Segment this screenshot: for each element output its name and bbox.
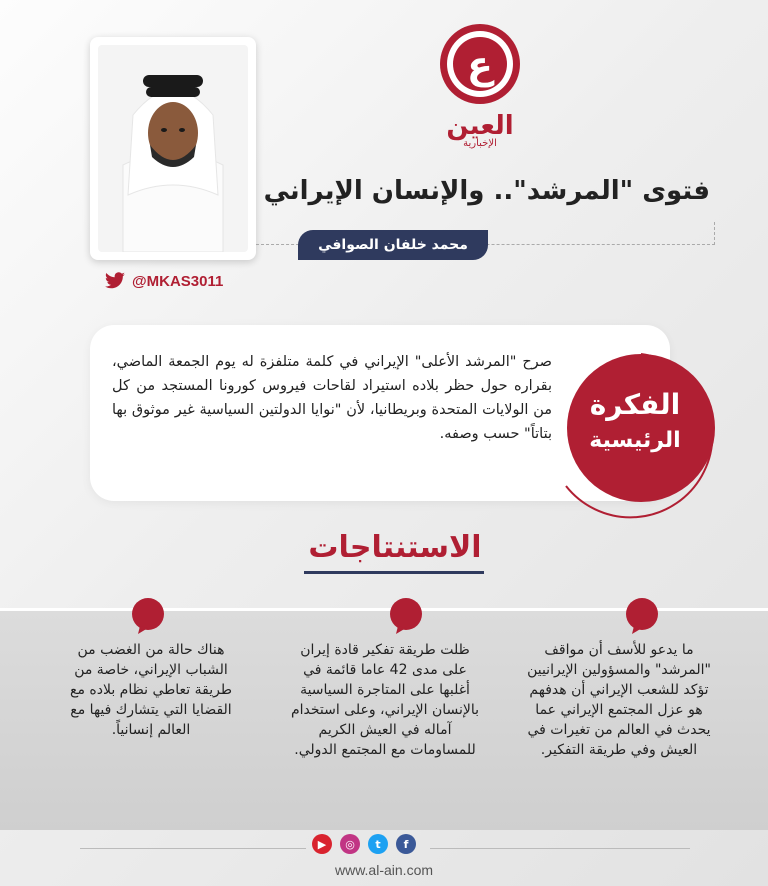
footer-divider	[430, 848, 690, 849]
conclusions-underline	[304, 571, 484, 574]
article-title: فتوى "المرشد".. والإنسان الإيراني	[263, 176, 710, 206]
website-link[interactable]: www.al-ain.com	[334, 862, 434, 878]
logo-wordmark: العين	[446, 111, 514, 141]
main-idea-text: صرح "المرشد الأعلى" الإيراني في كلمة متلفزة له يوم الجمعة الماضي، بقراره حول حظر بلاده استيراد لقاحات فيروس كورونا المستجد من كل من الولايات المتحدة وبريطانيا، لأن "نوايا الدولتين السياسية غير موثوق بها بتاتاً" حسب وصفه.	[112, 354, 552, 442]
twitter-handle[interactable]	[104, 272, 223, 290]
youtube-icon[interactable]: ▶	[312, 834, 332, 854]
twitter-bird-icon	[104, 272, 126, 290]
author-name: محمد خلفان الصوافي	[298, 230, 488, 260]
speech-bubble-icon	[622, 596, 662, 636]
instagram-icon[interactable]: ◎	[340, 834, 360, 854]
conclusion-item: هناك حالة من الغضب من الشباب الإيراني، خاصة من طريقة تعاطي نظام بلاده مع القضايا التي يتشارك فيها مع العالم إنسانياً.	[70, 642, 232, 738]
speech-bubble-icon	[128, 596, 168, 636]
footer-divider	[80, 848, 306, 849]
conclusion-item: ظلت طريقة تفكير قادة إيران على مدى 42 عاما قائمة في أغلبها على المتاجرة السياسية بالإنسان الإيراني، وعلى استخدام آماله في العيش الكريم للمساومات مع المجتمع الدولي.	[290, 642, 480, 758]
logo-letter: ع	[467, 43, 493, 87]
author-photo-frame	[90, 37, 256, 260]
speech-bubble-icon	[386, 596, 426, 636]
twitter-handle-text: @MKAS3011	[132, 272, 224, 290]
conclusion-item: ما يدعو للأسف أن مواقف "المرشد" والمسؤولين الإيرانيين تؤكد للشعب الإيراني أن هدفهم هو عزل المجتمع الإيراني عما يحدث في العالم من تغيرات في العيش وفي طريقة التفكير.	[527, 642, 711, 758]
main-idea-label: الفكرة	[589, 388, 681, 421]
author-photo	[98, 45, 248, 252]
social-links	[312, 834, 416, 854]
logo-subtitle: الإخبارية	[463, 138, 497, 149]
facebook-icon[interactable]: f	[396, 834, 416, 854]
conclusions-title: الاستنتاجات	[308, 530, 482, 565]
main-idea-label-2: الرئيسية	[589, 428, 681, 453]
twitter-icon[interactable]: t	[368, 834, 388, 854]
